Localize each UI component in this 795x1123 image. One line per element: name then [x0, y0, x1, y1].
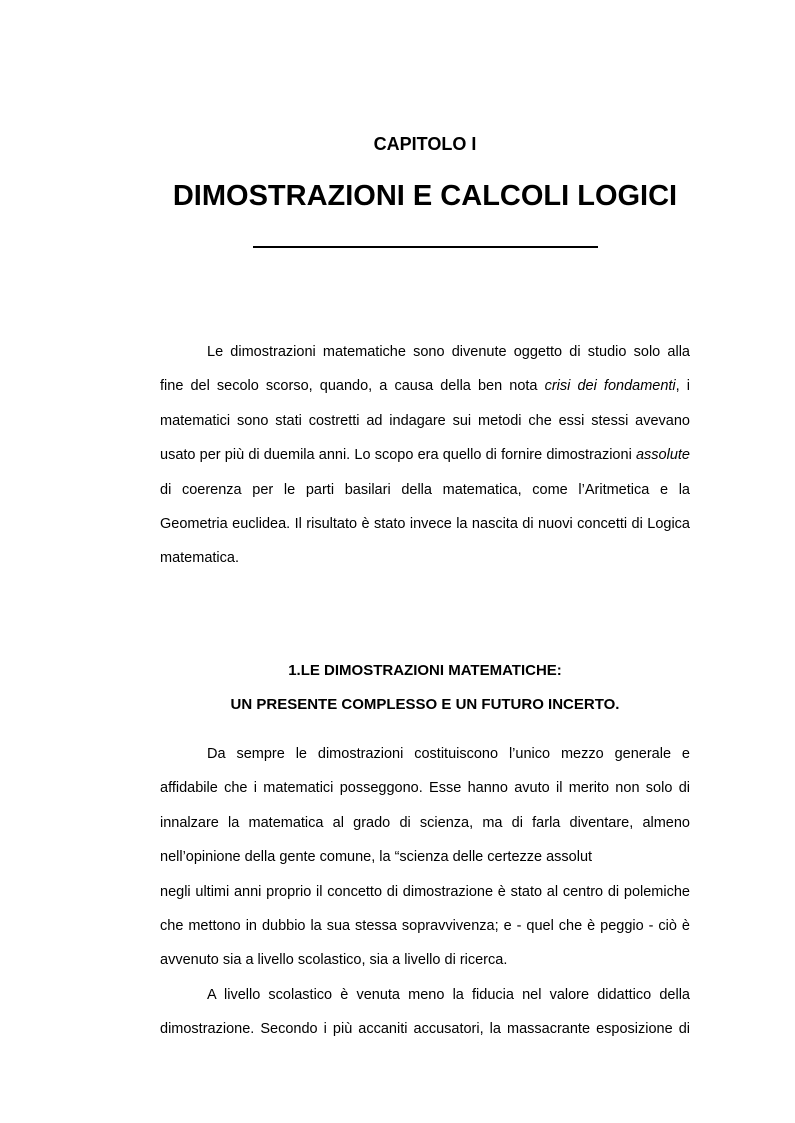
text-line	[160, 840, 690, 874]
text-segment: fine del secolo scorso, quando, a causa della ben nota	[160, 378, 545, 395]
text-segment: affidabile che i matematici posseggono. Esse hanno avuto il merito non solo di	[160, 780, 690, 797]
title-divider	[253, 246, 598, 248]
section-heading-line-2: UN PRESENTE COMPLESSO E UN FUTURO INCERTO.	[230, 696, 620, 714]
text-line	[160, 507, 690, 541]
section-heading	[160, 654, 690, 723]
text-line	[160, 909, 690, 943]
text-line	[160, 1012, 690, 1046]
text-line	[160, 473, 690, 507]
section-heading-line-1: 1.LE DIMOSTRAZIONI MATEMATICHE:	[288, 662, 562, 679]
text-segment: Da sempre le dimostrazioni costituiscono l’unico mezzo generale e	[207, 746, 690, 762]
text-segment: , i	[675, 378, 691, 395]
text-segment: usato per più di duemila anni. Lo scopo era quello di fornire dimostrazioni	[160, 447, 636, 464]
text-segment: avvenuto sia a livello scolastico, sia a livello di ricerca.	[160, 952, 508, 969]
text-segment: innalzare la matematica al grado di scienza, ma di farla diventare, almeno	[160, 814, 690, 831]
text-line	[160, 404, 690, 438]
text-segment: Geometria euclidea. Il risultato è stato invece la nascita di nuovi concetti di Logica	[160, 516, 690, 533]
italic-text-segment: crisi dei fondamenti	[544, 378, 676, 395]
chapter-title: DIMOSTRAZIONI E CALCOLI LOGICI	[172, 180, 678, 212]
text-segment: matematica.	[160, 550, 239, 567]
intro-paragraph	[160, 335, 690, 576]
body-paragraph	[160, 737, 690, 1047]
text-line	[160, 875, 690, 909]
chapter-label: CAPITOLO I	[373, 134, 477, 154]
text-segment: negli ultimi anni proprio il concetto di dimostrazione è stato al centro di polemiche	[160, 883, 690, 900]
text-line	[160, 771, 690, 805]
text-line	[160, 943, 690, 977]
text-line	[160, 737, 690, 771]
text-segment: di coerenza per le parti basilari della matematica, come l’Aritmetica e la	[160, 481, 690, 498]
text-segment: A livello scolastico è venuta meno la fiducia nel valore didattico della	[207, 986, 690, 1003]
italic-text-segment: assolute	[635, 447, 690, 464]
text-segment: Le dimostrazioni matematiche sono divenute oggetto di studio solo alla	[207, 344, 690, 360]
text-line	[160, 335, 690, 369]
text-line	[160, 369, 690, 403]
text-segment: matematici sono stati costretti ad indagare sui metodi che essi stessi avevano	[160, 412, 690, 429]
text-line	[160, 806, 690, 840]
text-line	[160, 438, 690, 472]
text-line	[160, 541, 690, 575]
text-segment: che mettono in dubbio la sua stessa sopravvivenza; e - quel che è peggio - ciò è	[160, 918, 690, 935]
text-line	[160, 978, 690, 1012]
text-segment: dimostrazione. Secondo i più accaniti accusatori, la massacrante esposizione di	[160, 1021, 690, 1038]
text-segment: nell’opinione della gente comune, la “scienza delle certezze assolut	[160, 849, 593, 866]
